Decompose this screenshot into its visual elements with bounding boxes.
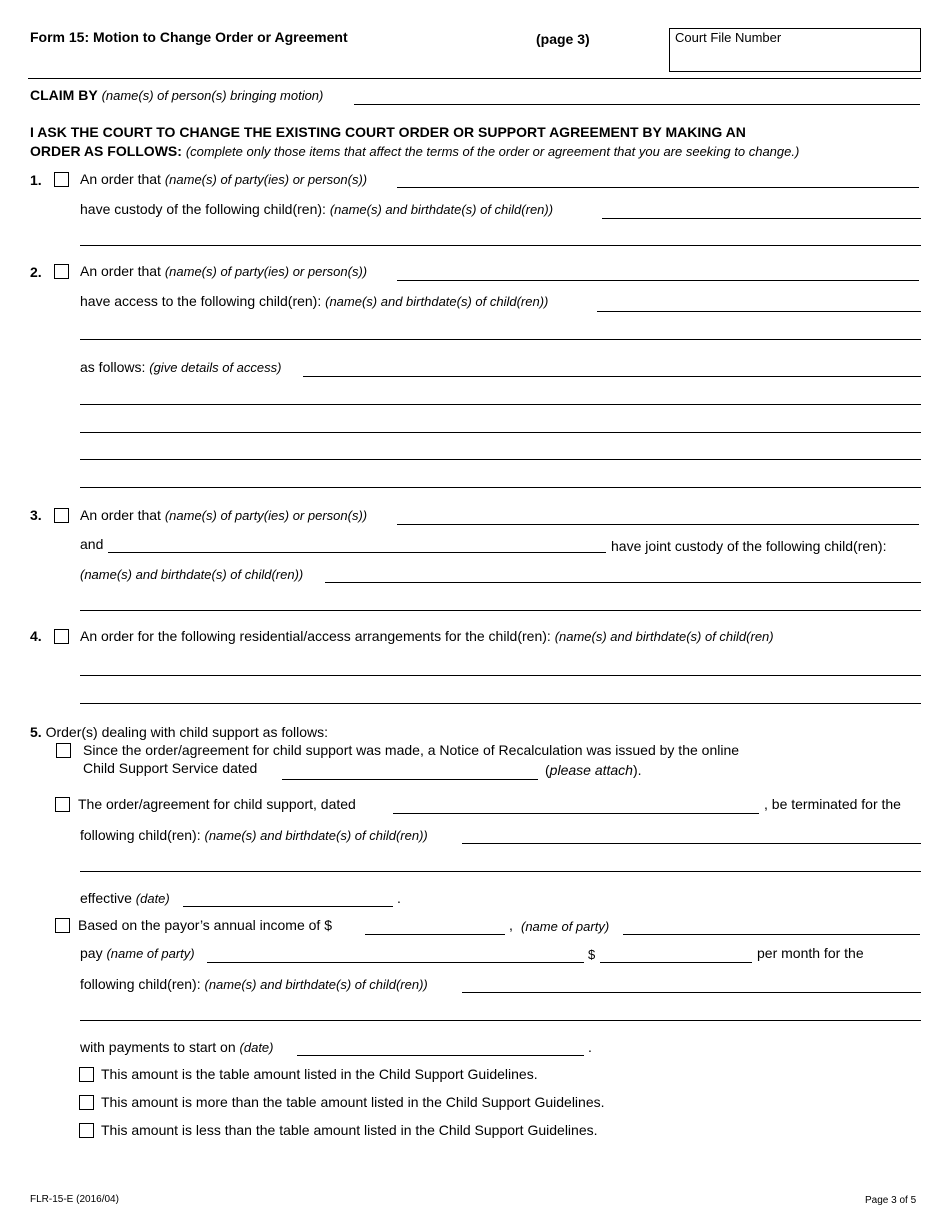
item3-checkbox[interactable]: [54, 508, 69, 523]
form-title: Form 15: Motion to Change Order or Agreement: [30, 29, 348, 45]
item5-income-party-hint: (name of party): [521, 919, 610, 934]
item4-number: 4.: [30, 628, 42, 644]
court-file-number-field[interactable]: [669, 28, 921, 72]
footer-form-code: FLR-15-E (2016/04): [30, 1194, 119, 1205]
item1-checkbox[interactable]: [54, 172, 69, 187]
item5-heading: [30, 724, 328, 740]
item5-pay-party-field[interactable]: [207, 962, 584, 963]
item5-per-month-text: per month for the: [757, 945, 864, 961]
item5-attach-note: [545, 762, 642, 778]
item1-children-field-2[interactable]: [80, 245, 921, 246]
item2-number: 2.: [30, 264, 42, 280]
item5-terminate-children-field[interactable]: [462, 843, 921, 844]
item5-terminate-suffix: , be terminated for the: [764, 796, 901, 812]
item1-number: 1.: [30, 172, 42, 188]
item5-income-text: Based on the payor’s annual income of $: [78, 917, 332, 933]
claim-by-field[interactable]: [354, 104, 920, 105]
item5-following-text: [80, 976, 428, 992]
item5-following-label: following child(ren):: [80, 976, 201, 992]
item5-table-amount-text: This amount is the table amount listed in the Child Support Guidelines.: [101, 1066, 538, 1082]
item5-start-text: [80, 1039, 274, 1055]
item3-second-party-field[interactable]: [108, 552, 606, 553]
item1-text: [80, 171, 367, 187]
item5-less-amount-text: This amount is less than the table amount listed in the Child Support Guidelines.: [101, 1122, 598, 1138]
item1-custody-text: [80, 201, 553, 217]
intro-order-heading: ORDER AS FOLLOWS:: [30, 143, 182, 159]
item5-less-amount-checkbox[interactable]: [79, 1123, 94, 1138]
item5-pay-hint: (name of party): [106, 946, 195, 961]
item5-recalculation-line1: Since the order/agreement for child support was made, a Notice of Recalculation was issued by the online: [83, 742, 740, 758]
item3-and-text: and: [80, 536, 104, 552]
item5-more-amount-text: This amount is more than the table amount listed in the Child Support Guidelines.: [101, 1094, 605, 1110]
item5-start-label: with payments to start on: [80, 1039, 236, 1055]
item2-access-details-field[interactable]: [303, 376, 921, 377]
claim-by: [30, 87, 323, 103]
item5-income-comma: ,: [509, 917, 513, 933]
item5-start-hint: (date): [239, 1040, 274, 1055]
item2-access-hint: (name(s) and birthdate(s) of child(ren)): [325, 294, 549, 309]
item5-more-amount-checkbox[interactable]: [79, 1095, 94, 1110]
item3-children-field-2[interactable]: [80, 610, 921, 611]
intro-line-2: [30, 143, 799, 159]
item1-custody-label: have custody of the following child(ren):: [80, 201, 326, 217]
item2-follows-text: [80, 359, 281, 375]
item3-label: An order that: [80, 507, 161, 523]
item4-hint: (name(s) and birthdate(s) of child(ren): [554, 629, 774, 644]
item5-income-party-field[interactable]: [623, 934, 920, 935]
item5-following-hint: (name(s) and birthdate(s) of child(ren)): [204, 977, 428, 992]
item5-effective-date-field[interactable]: [183, 906, 393, 907]
item5-attach-close: ).: [632, 762, 642, 778]
item1-party-field[interactable]: [397, 187, 919, 188]
item4-arrangements-field[interactable]: [80, 675, 921, 676]
item5-effective-label: effective: [80, 890, 132, 906]
item2-access-details-field-3[interactable]: [80, 432, 921, 433]
item2-checkbox[interactable]: [54, 264, 69, 279]
item2-children-field[interactable]: [597, 311, 921, 312]
item5-pay-text: [80, 945, 195, 961]
item2-access-details-field-2[interactable]: [80, 404, 921, 405]
item1-label: An order that: [80, 171, 161, 187]
item3-children-hint: (name(s) and birthdate(s) of child(ren)): [80, 567, 304, 582]
item5-terminate-text: The order/agreement for child support, dated: [78, 796, 356, 812]
item5-terminate-children-hint: (name(s) and birthdate(s) of child(ren)): [204, 828, 428, 843]
item3-hint: (name(s) of party(ies) or person(s)): [164, 508, 368, 523]
item2-hint: (name(s) of party(ies) or person(s)): [164, 264, 368, 279]
item5-recalculation-checkbox[interactable]: [56, 743, 71, 758]
item2-access-text: [80, 293, 548, 309]
item1-children-field[interactable]: [602, 218, 921, 219]
item5-pay-label: pay: [80, 945, 103, 961]
item5-monthly-amount-field[interactable]: [600, 962, 752, 963]
item2-label: An order that: [80, 263, 161, 279]
claim-by-hint: (name(s) of person(s) bringing motion): [101, 88, 324, 103]
intro-instruction: (complete only those items that affect the terms of the order or agreement that you are seeking to change.): [185, 144, 800, 159]
item5-terminate-checkbox[interactable]: [55, 797, 70, 812]
court-file-number-label: Court File Number: [675, 30, 782, 45]
item5-terminate-children-text: [80, 827, 428, 843]
intro-line-1: I ASK THE COURT TO CHANGE THE EXISTING COURT ORDER OR SUPPORT AGREEMENT BY MAKING AN: [30, 124, 746, 140]
item4-arrangements-field-2[interactable]: [80, 703, 921, 704]
item1-custody-hint: (name(s) and birthdate(s) of child(ren)): [329, 202, 554, 217]
item5-attach-open: (: [545, 762, 550, 778]
item2-access-details-field-5[interactable]: [80, 487, 921, 488]
claim-by-label: CLAIM BY: [30, 87, 98, 103]
item5-terminate-children-label: following child(ren):: [80, 827, 201, 843]
page-label: (page 3): [536, 31, 590, 47]
item4-text: [80, 628, 774, 644]
item5-number: 5.: [30, 724, 42, 740]
item4-checkbox[interactable]: [54, 629, 69, 644]
item5-label: Order(s) dealing with child support as follows:: [45, 724, 329, 740]
item5-recalculation-date-field[interactable]: [282, 779, 538, 780]
item2-party-field[interactable]: [397, 280, 919, 281]
item3-number: 3.: [30, 507, 42, 523]
footer-page-number: Page 3 of 5: [865, 1195, 917, 1206]
item5-recalculation-line2: Child Support Service dated: [83, 760, 258, 776]
item3-party-field[interactable]: [397, 524, 919, 525]
item2-follows-hint: (give details of access): [149, 360, 282, 375]
item5-attach-label: please attach: [549, 762, 633, 778]
item2-text: [80, 263, 367, 279]
item2-children-field-2[interactable]: [80, 339, 921, 340]
item5-start-date-field[interactable]: [297, 1055, 584, 1056]
item3-children-field[interactable]: [325, 582, 921, 583]
item4-label: An order for the following residential/access arrangements for the child(ren):: [80, 628, 551, 644]
header-divider: [28, 78, 921, 79]
item3-text: [80, 507, 367, 523]
item3-joint-text: have joint custody of the following child(ren):: [611, 538, 887, 554]
item5-terminate-children-field-2[interactable]: [80, 871, 921, 872]
item2-access-label: have access to the following child(ren):: [80, 293, 322, 309]
item5-income-amount-field[interactable]: [365, 934, 505, 935]
item5-effective-hint: (date): [135, 891, 170, 906]
item5-terminate-date-field[interactable]: [393, 813, 759, 814]
item5-dollar-sign: $: [588, 947, 596, 962]
item5-table-amount-checkbox[interactable]: [79, 1067, 94, 1082]
item5-effective-end: .: [397, 890, 401, 906]
item1-hint: (name(s) of party(ies) or person(s)): [164, 172, 368, 187]
item2-follows-label: as follows:: [80, 359, 146, 375]
item5-income-checkbox[interactable]: [55, 918, 70, 933]
item5-following-children-field-2[interactable]: [80, 1020, 921, 1021]
item5-following-children-field[interactable]: [462, 992, 921, 993]
item5-effective-text: [80, 890, 170, 906]
item5-start-end: .: [588, 1039, 592, 1055]
item2-access-details-field-4[interactable]: [80, 459, 921, 460]
